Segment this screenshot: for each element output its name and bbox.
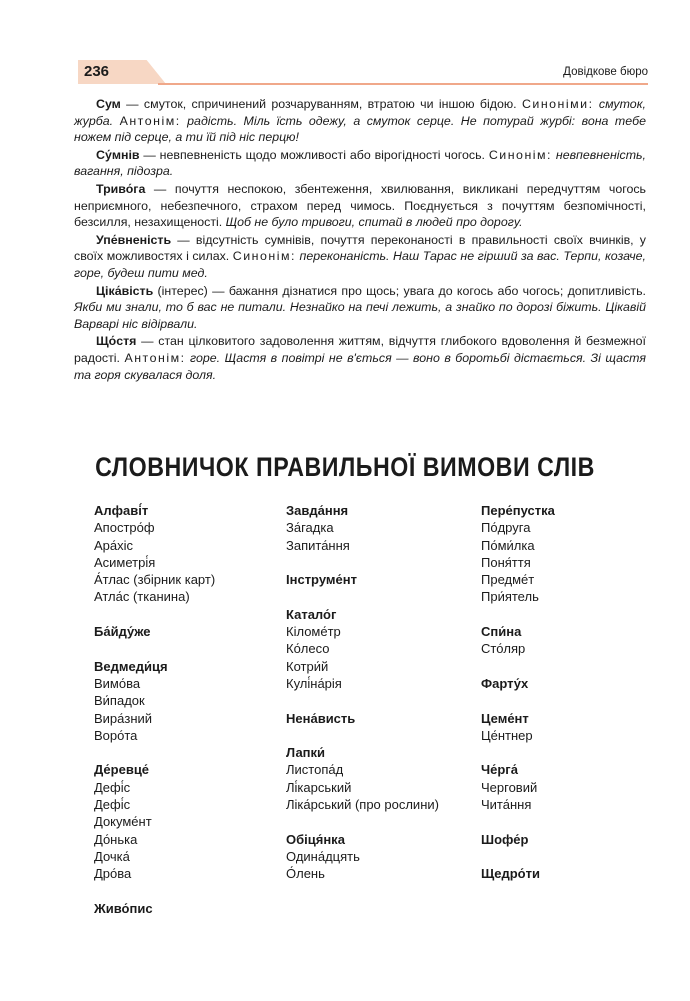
vocab-title: СЛОВНИЧОК ПРАВИЛЬНОЇ ВИМОВИ СЛІВ xyxy=(95,452,595,482)
vocab-word: Пере́пустка xyxy=(481,503,555,518)
entry-headword: Триво́га xyxy=(96,181,146,196)
entry xyxy=(74,333,646,383)
section-title: Довідкове бюро xyxy=(563,66,648,78)
entry-headword: Що́стя xyxy=(96,334,137,349)
entry-text: горе. Щастя в повітрі не в'ється — воно в боротьбі дістається. Зі щастя та горя скувалася доля. xyxy=(74,350,646,382)
entry-text: Антонім: xyxy=(119,113,181,128)
vocab-word: Кулі́на́рія xyxy=(286,675,342,691)
vocab-word: Вимо́ва xyxy=(94,675,141,691)
entry-text: — відсутність сумнівів, почуття переконаності в правильності своїх вчинків, у своїх можливостях і силах. xyxy=(74,232,646,264)
vocab-word: Черговий xyxy=(481,779,538,795)
entry-text: — невпевненість щодо можливості або вірогідності чогось. xyxy=(139,147,489,162)
vocab-gap xyxy=(481,813,555,830)
entry-text: смуток, журба. xyxy=(74,97,646,128)
page-header xyxy=(40,60,648,84)
vocab-word: Сто́ляр xyxy=(481,641,526,657)
entry-text: Синонім: xyxy=(232,249,296,264)
entry-text: переконаність. Наш Тарас не гірший за вас. Терпи, козаче, горе, будеш пити мед. xyxy=(74,249,646,280)
entry-headword: Ціка́вість xyxy=(96,283,154,298)
vocab-word: Щедро́ти xyxy=(481,866,540,882)
entry-text: — стан цілковитого задоволення життям, відчуття глибокого вдоволення й безмежної радості. xyxy=(74,334,646,365)
vocab-gap xyxy=(481,606,555,623)
vocab-word: До́нька xyxy=(94,831,138,847)
entry-text: Якби ми знали, то б вас не питали. Незнайко на печі лежить, а знайко по дорозі біжить. Цікавій Варварі ніс відірвали. xyxy=(74,300,646,331)
vocab-gap xyxy=(286,727,439,744)
vocab-word: Ара́хіс xyxy=(94,537,134,553)
entry-headword: Упе́вненість xyxy=(96,232,172,247)
vocab-word: По́ми́лка xyxy=(481,537,535,553)
entry-text: (інтерес) — бажання дізнатися про щось; увага до когось або чогось; допитливість. xyxy=(153,283,646,298)
vocab-word: Асиметрі́я xyxy=(94,554,156,570)
vocab-gap xyxy=(94,640,215,657)
vocab-word: О́лень xyxy=(286,866,325,882)
entry-text: невпевненість, вагання, підозра. xyxy=(74,147,646,179)
vocab-word: Одина́дцять xyxy=(286,848,360,864)
vocab-word: Спи́на xyxy=(481,624,522,640)
entry-headword: Су́мнів xyxy=(96,147,140,162)
vocab-word: При́ятель xyxy=(481,589,539,605)
vocab-word: Листопа́д xyxy=(286,762,344,778)
vocab-word: Фарту́х xyxy=(481,675,529,691)
vocab-word: Поня́ття xyxy=(481,554,531,570)
vocab-word: Ведмеди́ця xyxy=(94,658,168,674)
vocab-word: Завда́ння xyxy=(286,503,349,518)
entry xyxy=(74,283,646,333)
vocab-word: Предме́т xyxy=(481,572,535,588)
entry-text: Антонім: xyxy=(124,350,186,365)
vocab-word: Ко́лесо xyxy=(286,641,330,657)
vocab-word: По́друга xyxy=(481,520,531,536)
entry-text: — смуток, спричинений розчаруванням, втратою чи іншою бідою. xyxy=(120,97,522,111)
vocab-gap xyxy=(481,692,555,709)
vocab-word: Шофе́р xyxy=(481,831,529,847)
vocab-word: Обіця́нка xyxy=(286,831,345,847)
vocab-gap xyxy=(286,692,439,709)
entry xyxy=(74,96,646,146)
vocab-word: Дочка́ xyxy=(94,848,130,864)
vocab-word: За́гадка xyxy=(286,520,334,536)
entry xyxy=(74,181,646,231)
vocab-word: Кіломе́тр xyxy=(286,624,341,640)
vocab-word: Че́рга́ xyxy=(481,762,518,778)
vocab-gap xyxy=(481,744,555,761)
entry xyxy=(74,147,646,180)
entry-text: Щоб не було тривоги, спитай в людей про дорогу. xyxy=(225,215,523,230)
entry-headword: Сум xyxy=(96,97,121,111)
vocab-word: А́тлас (збірник карт) xyxy=(94,572,216,588)
vocab-column-1 xyxy=(94,502,215,917)
entry xyxy=(74,232,646,282)
definition-entries xyxy=(74,96,646,384)
vocab-gap xyxy=(286,813,439,830)
entry-text: Синоніми: xyxy=(521,97,594,111)
vocab-word: Запита́ння xyxy=(286,537,350,553)
vocab-word: Живо́пис xyxy=(94,900,153,916)
header-rule xyxy=(158,83,648,85)
entry-text: радість. Міль їсть одежу, а смуток серце. Не потурай журбі: вона тебе ножем під серце, а ти їй під ніс перцю! xyxy=(74,113,646,145)
vocab-word: Лапки́ xyxy=(286,745,326,761)
vocab-word: Котри́й xyxy=(286,658,329,674)
vocab-word: Це́нтнер xyxy=(481,727,533,743)
vocab-word: Дефі́с xyxy=(94,779,131,795)
vocab-word: Ви́падок xyxy=(94,693,145,709)
vocab-word: Ба́йду́же xyxy=(94,624,151,640)
vocab-word: Дро́ва xyxy=(94,866,132,882)
vocab-word: Катало́г xyxy=(286,606,337,622)
vocab-gap xyxy=(481,658,555,675)
vocab-word: Нена́висть xyxy=(286,710,356,726)
vocab-word: Вира́зний xyxy=(94,710,153,726)
vocab-gap xyxy=(94,606,215,623)
vocab-word: Воро́та xyxy=(94,727,138,743)
page-number: 236 xyxy=(84,63,110,80)
vocab-word: Дефі́с xyxy=(94,797,131,813)
vocab-column-2 xyxy=(286,502,439,883)
vocab-gap xyxy=(286,588,439,605)
vocab-word: Цеме́нт xyxy=(481,710,529,726)
vocab-word: Лі́карський xyxy=(286,779,352,795)
vocab-word: Чита́ння xyxy=(481,797,532,813)
vocab-word: Ліка́рський (про рослини) xyxy=(286,797,439,813)
vocab-word: Атла́с (тканина) xyxy=(94,589,190,605)
vocab-word: Докуме́нт xyxy=(94,814,152,830)
vocab-word: Де́ревце́ xyxy=(94,762,150,778)
vocab-column-3 xyxy=(481,502,555,883)
vocab-word: Апостро́ф xyxy=(94,520,155,536)
vocab-word: Інструме́нт xyxy=(286,572,357,588)
entry-text: — почуття неспокою, збентеження, хвилювання, викликані передчуттям чогось неприємного, небезпечного, страхом перед чимось. Поєднується з почуттям безпомічності, безсилля, незахищеності. xyxy=(74,181,646,230)
vocab-gap xyxy=(94,883,215,900)
vocab-gap xyxy=(94,744,215,761)
vocab-gap xyxy=(481,848,555,865)
vocab-word: Алфаві́т xyxy=(94,503,149,518)
entry-text: Синонім: xyxy=(488,147,553,162)
vocab-gap xyxy=(286,554,439,571)
